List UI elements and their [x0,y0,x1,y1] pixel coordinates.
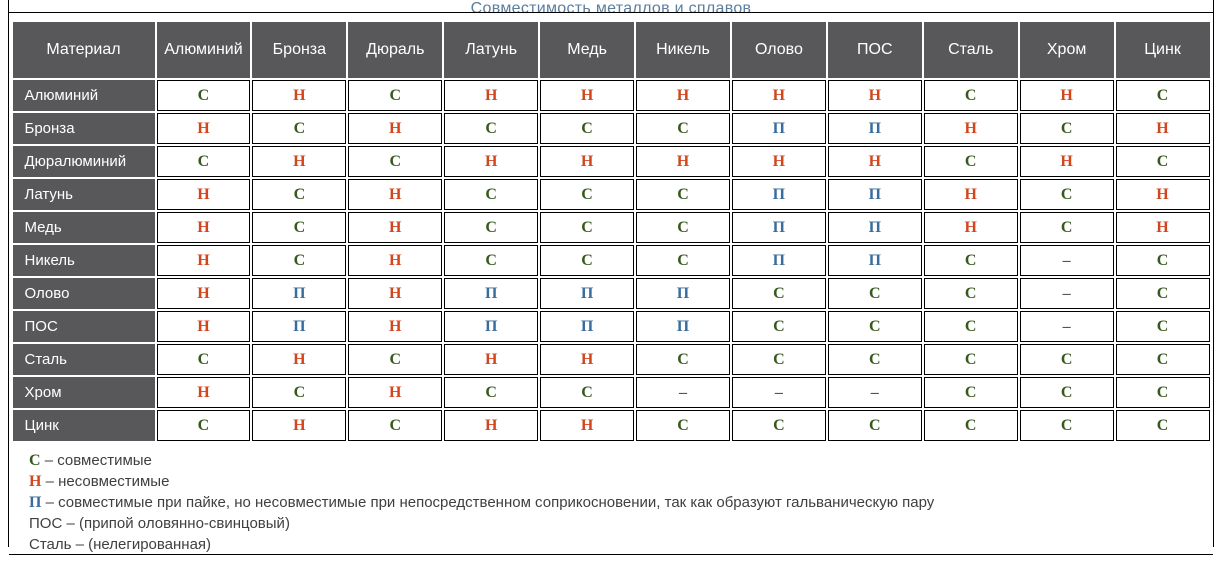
compat-cell: Н [157,212,251,243]
table-row [13,344,1210,375]
compat-cell: С [636,344,730,375]
compat-cell: П [636,311,730,342]
legend-text: – совместимые при пайке, но несовместимые при непосредственном соприкосновении, так как образуют гальваническую пару [41,494,935,511]
compat-cell: С [540,245,634,276]
compat-cell: С [636,113,730,144]
compat-cell: С [1116,80,1210,111]
row-label: Сталь [13,344,155,375]
compat-cell: Н [924,212,1018,243]
compat-cell: Н [540,146,634,177]
row-label: Медь [13,212,155,243]
compat-cell: С [1020,179,1114,210]
compat-cell: С [157,344,251,375]
compat-cell: Н [636,80,730,111]
row-label: Олово [13,278,155,309]
compat-cell: С [252,377,346,408]
compat-cell: С [252,245,346,276]
compat-cell: С [732,278,826,309]
compat-cell: С [1020,377,1114,408]
compat-cell: П [252,311,346,342]
compat-cell: Н [444,80,538,111]
compat-cell: С [157,80,251,111]
compat-cell: С [348,344,442,375]
compat-cell: С [732,344,826,375]
compat-cell: Н [924,113,1018,144]
compat-cell: Н [636,146,730,177]
compat-cell: С [828,311,922,342]
compat-cell: С [924,344,1018,375]
legend-text: – несовместимые [41,473,170,490]
compat-cell: С [444,212,538,243]
compat-cell: Н [157,377,251,408]
compat-cell: П [732,179,826,210]
compat-cell: Н [444,146,538,177]
compat-cell: – [1020,278,1114,309]
compat-cell: Н [444,410,538,441]
legend-text: – (нелегированная) [71,536,212,553]
compat-cell: С [924,377,1018,408]
compat-cell: П [252,278,346,309]
compat-cell: Н [444,344,538,375]
compat-table-head [13,22,1210,78]
compat-cell: С [157,410,251,441]
compat-cell: С [924,146,1018,177]
row-label: Латунь [13,179,155,210]
compat-cell: П [540,278,634,309]
compat-cell: Н [252,146,346,177]
compat-cell: П [636,278,730,309]
compat-cell: Н [732,80,826,111]
legend-symbol: ПОС [29,515,63,532]
compat-cell: С [348,146,442,177]
legend-text: – (припой оловянно-свинцовый) [62,515,290,532]
compat-cell: – [1020,311,1114,342]
compat-table [11,20,1212,443]
table-row [13,245,1210,276]
compat-cell: С [924,245,1018,276]
column-header: Никель [636,22,730,78]
compat-cell: С [444,179,538,210]
legend-symbol: С [29,452,41,469]
compat-cell: – [636,377,730,408]
compat-cell: Н [348,377,442,408]
compat-cell: Н [348,179,442,210]
compat-cell: С [540,113,634,144]
table-row [13,410,1210,441]
legend-text: – совместимые [40,452,152,469]
corner-header: Материал [13,22,155,78]
compat-cell: Н [732,146,826,177]
legend-symbol: Н [29,473,42,490]
compat-cell: С [444,377,538,408]
compat-table-body [13,80,1210,441]
legend [9,443,1213,555]
legend-line [29,513,1203,534]
legend-symbol: П [29,494,42,511]
compat-cell: Н [252,410,346,441]
legend-line [29,471,1203,492]
legend-line [29,534,1203,555]
table-row [13,212,1210,243]
compat-cell: Н [540,410,634,441]
row-label: Никель [13,245,155,276]
compat-cell: Н [157,245,251,276]
compat-cell: Н [924,179,1018,210]
header-row [13,22,1210,78]
compat-cell: С [444,245,538,276]
compat-cell: П [828,179,922,210]
compat-cell: Н [252,344,346,375]
compat-cell: С [1020,410,1114,441]
compat-cell: С [924,311,1018,342]
compat-cell: П [444,278,538,309]
compat-cell: П [732,113,826,144]
table-row [13,146,1210,177]
table-row [13,377,1210,408]
compat-cell: С [1116,278,1210,309]
column-header: Сталь [924,22,1018,78]
column-header: Хром [1020,22,1114,78]
compat-cell: Н [348,245,442,276]
compat-cell: Н [348,311,442,342]
column-header: Бронза [252,22,346,78]
compat-cell: С [636,245,730,276]
compat-cell: С [1020,212,1114,243]
compat-cell: С [732,410,826,441]
compat-cell: С [252,179,346,210]
compat-cell: С [1116,245,1210,276]
column-header: Алюминий [157,22,251,78]
compat-cell: Н [348,278,442,309]
legend-line [29,492,1203,513]
compat-cell: С [348,410,442,441]
table-row [13,113,1210,144]
compat-cell: Н [828,146,922,177]
compat-cell: Н [540,344,634,375]
compat-cell: – [1020,245,1114,276]
compat-cell: Н [1116,212,1210,243]
compat-cell: С [252,113,346,144]
compat-cell: С [540,179,634,210]
compat-cell: С [157,146,251,177]
compat-cell: С [1116,344,1210,375]
row-label: Цинк [13,410,155,441]
compat-cell: П [828,245,922,276]
compat-cell: С [924,410,1018,441]
compat-cell: С [828,410,922,441]
row-label: Дюралюминий [13,146,155,177]
compat-cell: Н [348,113,442,144]
compat-cell: С [732,311,826,342]
compat-cell: – [828,377,922,408]
compat-cell: С [636,410,730,441]
compat-cell: Н [157,179,251,210]
compat-cell: Н [540,80,634,111]
compat-cell: С [1020,344,1114,375]
compat-cell: Н [348,212,442,243]
compat-cell: С [1020,113,1114,144]
compat-cell: С [252,212,346,243]
column-header: Олово [732,22,826,78]
compat-cell: Н [157,311,251,342]
compat-cell: С [828,344,922,375]
compat-cell: С [1116,311,1210,342]
row-label: Бронза [13,113,155,144]
compat-cell: П [444,311,538,342]
compat-cell: С [1116,146,1210,177]
bottom-strip [9,555,1213,569]
column-header: ПОС [828,22,922,78]
column-header: Дюраль [348,22,442,78]
compat-cell: С [540,377,634,408]
compat-cell: С [636,212,730,243]
compat-cell: – [732,377,826,408]
table-row [13,311,1210,342]
compat-cell: Н [1020,80,1114,111]
compat-cell: Н [157,113,251,144]
compat-cell: Н [252,80,346,111]
table-row [13,80,1210,111]
compat-cell: С [636,179,730,210]
row-label: Хром [13,377,155,408]
page-title: Совместимость металлов и сплавов [470,0,752,13]
compat-cell: П [540,311,634,342]
row-label: Алюминий [13,80,155,111]
compat-cell: Н [828,80,922,111]
page-container [8,0,1214,553]
compat-cell: С [828,278,922,309]
compat-cell: С [540,212,634,243]
table-row [13,278,1210,309]
compat-cell: П [732,245,826,276]
compat-cell: С [924,80,1018,111]
column-header: Медь [540,22,634,78]
compat-cell: С [348,80,442,111]
compat-cell: С [1116,377,1210,408]
title-strip [9,0,1213,13]
compat-cell: С [444,113,538,144]
compat-cell: Н [1116,179,1210,210]
compat-cell: С [1116,410,1210,441]
legend-line [29,450,1203,471]
compat-cell: Н [1020,146,1114,177]
row-label: ПОС [13,311,155,342]
table-row [13,179,1210,210]
column-header: Латунь [444,22,538,78]
compat-cell: П [828,113,922,144]
compat-cell: Н [1116,113,1210,144]
column-header: Цинк [1116,22,1210,78]
compat-cell: П [732,212,826,243]
legend-symbol: Сталь [29,536,72,553]
compat-cell: С [924,278,1018,309]
compat-cell: Н [157,278,251,309]
compat-cell: П [828,212,922,243]
